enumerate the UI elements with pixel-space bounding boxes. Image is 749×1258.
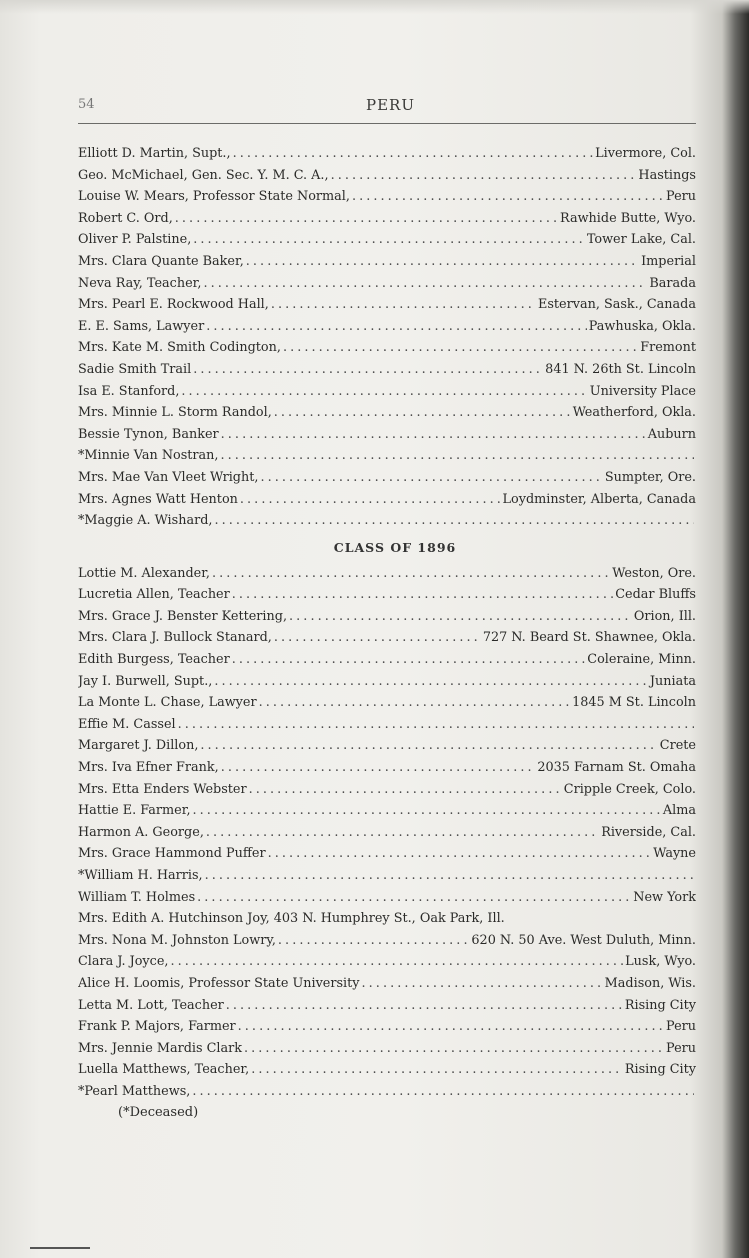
entry-name: Robert C. Ord, (78, 210, 173, 226)
leader-dots (193, 800, 661, 822)
leader-dots (244, 1038, 664, 1060)
entry-name: Lottie M. Alexander, (78, 565, 210, 581)
directory-entry (78, 843, 696, 865)
leader-dots (226, 995, 623, 1017)
leader-dots (232, 584, 613, 606)
leader-dots (238, 1016, 664, 1038)
entry-location: New York (633, 889, 696, 905)
entry-name: Sadie Smith Trail (78, 361, 192, 377)
directory-entry (78, 229, 696, 251)
entry-location: Pawhuska, Okla. (588, 318, 696, 334)
entry-name: *Minnie Van Nostran, (78, 448, 219, 464)
entry-location: University Place (589, 383, 696, 399)
entry-location: Peru (666, 189, 696, 205)
header-rule (78, 123, 696, 124)
directory-entry (78, 563, 696, 585)
directory-entry (78, 402, 696, 424)
leader-dots (331, 165, 637, 187)
directory-entry (78, 316, 696, 338)
entry-location: Hastings (638, 167, 696, 183)
entry-name: Effie M. Cassel (78, 716, 176, 732)
entry-name: Mrs. Clara Quante Baker, (78, 253, 244, 269)
leader-dots (192, 1081, 694, 1103)
directory-entry (78, 800, 696, 822)
entry-location: 620 N. 50 Ave. West Duluth, Minn. (471, 932, 696, 948)
entry-location: Rising City (624, 1062, 696, 1078)
directory-entry (78, 671, 696, 693)
entry-location: Barada (649, 275, 696, 291)
leader-dots (197, 887, 631, 909)
entry-location: Estervan, Sask., Canada (537, 297, 696, 313)
entry-name: Mrs. Agnes Watt Henton (78, 491, 238, 507)
entry-location: 727 N. Beard St. Shawnee, Okla. (482, 630, 696, 646)
directory-entry (78, 424, 696, 446)
leader-dots (200, 735, 657, 757)
directory-entry (78, 735, 696, 757)
leader-dots (212, 563, 610, 585)
leader-dots (178, 714, 694, 736)
entry-name: Harmon A. George, (78, 824, 204, 840)
directory-entry (78, 294, 696, 316)
leader-dots (206, 316, 587, 338)
deceased-footnote: (*Deceased) (118, 1104, 199, 1120)
directory-entry (78, 1038, 696, 1060)
entry-name: Bessie Tynon, Banker (78, 426, 219, 442)
directory-entry (78, 359, 696, 381)
directory-entry (78, 186, 696, 208)
entry-name: *Maggie A. Wishard, (78, 513, 213, 529)
entry-name: Mrs. Minnie L. Storm Randol, (78, 405, 272, 421)
leader-dots (274, 402, 571, 424)
entry-location: Livermore, Col. (595, 146, 696, 161)
entry-name: La Monte L. Chase, Lawyer (78, 695, 257, 711)
leader-dots (259, 692, 571, 714)
leader-dots (249, 779, 562, 801)
leader-dots (221, 424, 646, 446)
leader-dots (205, 865, 694, 887)
leader-dots (233, 143, 594, 165)
entry-location: Auburn (647, 426, 696, 442)
directory-entry (78, 930, 696, 952)
alumni-list-continued (78, 143, 696, 532)
directory-entry (78, 995, 696, 1017)
entry-location: Weatherford, Okla. (572, 405, 696, 421)
directory-entry (78, 627, 696, 649)
entry-location: Peru (666, 1019, 696, 1035)
entry-name: Elliott D. Martin, Supt., (78, 146, 231, 161)
leader-dots (232, 649, 586, 671)
leader-dots (283, 337, 638, 359)
directory-entry (78, 273, 696, 295)
page-top-shadow (0, 0, 749, 14)
directory-entry (78, 714, 696, 736)
directory-entry (78, 143, 696, 165)
entry-name: Clara J. Joyce, (78, 954, 169, 970)
entry-name: Luella Matthews, Teacher, (78, 1062, 250, 1078)
directory-entry (78, 1081, 696, 1103)
entry-location: Loydminster, Alberta, Canada (502, 491, 696, 507)
page-number: 54 (78, 97, 95, 112)
entry-name: Mrs. Grace Hammond Puffer (78, 846, 266, 862)
entry-location: Sumpter, Ore. (604, 469, 696, 485)
directory-list (78, 143, 696, 1123)
directory-entry (78, 337, 696, 359)
directory-entry (78, 606, 696, 628)
entry-location: Fremont (640, 340, 696, 356)
entry-name: Jay I. Burwell, Supt., (78, 673, 213, 689)
directory-entry (78, 1059, 696, 1081)
entry-location: Orion, Ill. (633, 608, 696, 624)
entry-name: Mrs. Iva Efner Frank, (78, 760, 219, 776)
directory-entry (78, 489, 696, 511)
directory-entry (78, 908, 696, 930)
entry-location: Alma (662, 803, 696, 819)
entry-location: Cedar Bluffs (615, 587, 696, 603)
leader-dots (214, 671, 648, 693)
entry-name: Mrs. Jennie Mardis Clark (78, 1040, 242, 1056)
leader-dots (260, 467, 602, 489)
entry-name: Margaret J. Dillon, (78, 738, 199, 754)
directory-entry (78, 865, 696, 887)
entry-name: Oliver P. Palstine, (78, 232, 192, 248)
directory-entry (78, 951, 696, 973)
entry-name: Hattie E. Farmer, (78, 803, 191, 819)
leader-dots (246, 251, 639, 273)
entry-name: Frank P. Majors, Farmer (78, 1019, 236, 1035)
entry-name: Alice H. Loomis, Professor State University (78, 975, 360, 991)
directory-entry (78, 757, 696, 779)
entry-name: Mrs. Pearl E. Rockwood Hall, (78, 297, 269, 313)
alumni-list-class-1896 (78, 563, 696, 1103)
directory-entry (78, 165, 696, 187)
directory-entry (78, 649, 696, 671)
directory-entry (78, 467, 696, 489)
leader-dots (193, 229, 585, 251)
entry-location: Madison, Wis. (604, 975, 696, 991)
leader-dots (278, 930, 469, 952)
leader-dots (251, 1059, 623, 1081)
entry-location: Cripple Creek, Colo. (563, 781, 696, 797)
leader-dots (271, 294, 536, 316)
leader-dots (274, 627, 481, 649)
entry-location: Crete (659, 738, 696, 754)
entry-location: Coleraine, Minn. (587, 652, 696, 668)
directory-entry (78, 822, 696, 844)
entry-name: Mrs. Clara J. Bullock Stanard, (78, 630, 272, 646)
entry-location: Tower Lake, Cal. (586, 232, 696, 248)
entry-name: William T. Holmes (78, 889, 196, 905)
directory-entry (78, 779, 696, 801)
leader-dots (206, 822, 599, 844)
entry-location: 1845 M St. Lincoln (572, 695, 696, 711)
class-heading: CLASS OF 1896 (333, 539, 457, 555)
leader-dots (240, 489, 501, 511)
directory-entry (78, 1016, 696, 1038)
entry-location: Peru (666, 1040, 696, 1056)
entry-name: Mrs. Etta Enders Webster (78, 781, 247, 797)
directory-entry (78, 208, 696, 230)
entry-location: 841 N. 26th St. Lincoln (545, 361, 696, 377)
leader-dots (289, 606, 632, 628)
directory-entry (78, 692, 696, 714)
entry-location: Lusk, Wyo. (625, 954, 696, 970)
directory-entry (78, 584, 696, 606)
leader-dots (203, 273, 647, 295)
leader-dots (220, 445, 694, 467)
leader-dots (175, 208, 558, 230)
entry-name: Edith Burgess, Teacher (78, 652, 230, 668)
leader-dots (193, 359, 543, 381)
entry-name: Mrs. Kate M. Smith Codington, (78, 340, 281, 356)
directory-entry (78, 445, 696, 467)
entry-location: Rising City (624, 997, 696, 1013)
entry-location: Wayne (653, 846, 696, 862)
leader-dots (170, 951, 623, 973)
directory-entry (78, 510, 696, 532)
leader-dots (214, 510, 694, 532)
entry-location: Juniata (649, 673, 696, 689)
entry-name: Geo. McMichael, Gen. Sec. Y. M. C. A., (78, 167, 329, 183)
entry-name: Letta M. Lott, Teacher (78, 997, 224, 1013)
entry-name: Isa E. Stanford, (78, 383, 180, 399)
entry-name: E. E. Sams, Lawyer (78, 318, 205, 334)
leader-dots (221, 757, 536, 779)
running-title: PERU (366, 96, 415, 114)
leader-dots (352, 186, 664, 208)
entry-name: Lucretia Allen, Teacher (78, 587, 230, 603)
entry-location: Rawhide Butte, Wyo. (560, 210, 696, 226)
entry-name: Louise W. Mears, Professor State Normal, (78, 189, 350, 205)
directory-entry (78, 973, 696, 995)
entry-name: *William H. Harris, (78, 868, 203, 883)
leader-dots (362, 973, 603, 995)
entry-location: 2035 Farnam St. Omaha (537, 760, 696, 776)
directory-entry (78, 381, 696, 403)
entry-location: Imperial (641, 253, 696, 269)
scan-edge-mark (30, 1247, 90, 1249)
entry-name: *Pearl Matthews, (78, 1083, 191, 1099)
directory-entry (78, 887, 696, 909)
entry-name: Mrs. Edith A. Hutchinson Joy, 403 N. Humphrey St., Oak Park, Ill. (78, 911, 505, 927)
entry-location: Riverside, Cal. (601, 824, 696, 840)
entry-name: Mrs. Grace J. Benster Kettering, (78, 608, 288, 624)
entry-name: Mrs. Mae Van Vleet Wright, (78, 469, 259, 485)
leader-dots (268, 843, 652, 865)
leader-dots (181, 381, 587, 403)
entry-name: Neva Ray, Teacher, (78, 275, 202, 291)
directory-entry (78, 251, 696, 273)
entry-location: Weston, Ore. (612, 565, 696, 581)
entry-name: Mrs. Nona M. Johnston Lowry, (78, 932, 276, 948)
